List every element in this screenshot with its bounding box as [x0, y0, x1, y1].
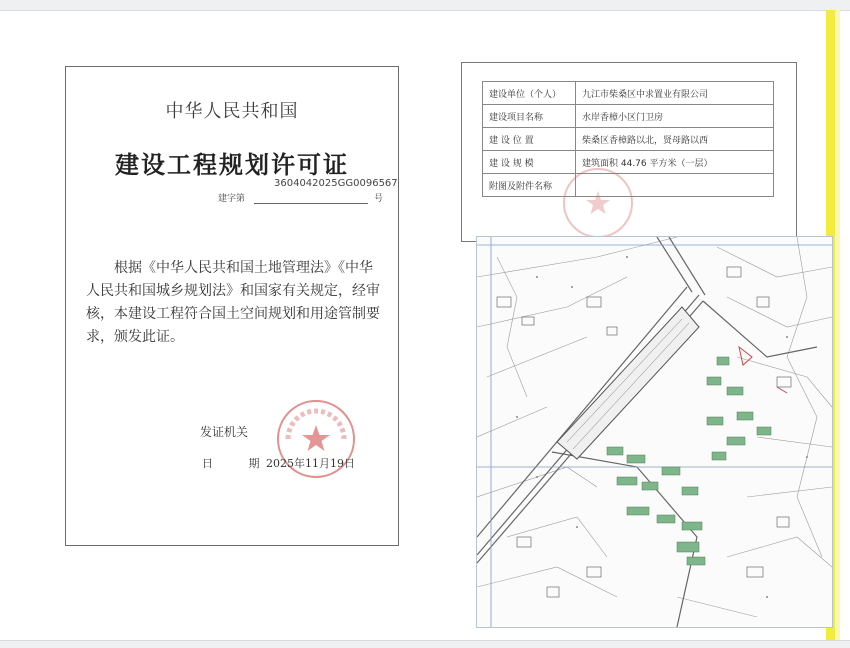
- certificate-title: 建设工程规划许可证: [115, 150, 349, 179]
- row-label: 附图及附件名称: [483, 174, 576, 197]
- table-row: [483, 128, 774, 151]
- certificate-body-text: 根据《中华人民共和国土地管理法》《中华人民共和国城乡规划法》和国家有关规定，经审核，本建设工程符合国土空间规划和用途管制要求，颁发此证。: [86, 260, 380, 345]
- top-bar: [0, 0, 850, 11]
- row-value: 水岸香樟小区门卫房: [576, 105, 774, 128]
- table-row: [483, 105, 774, 128]
- row-value: 建筑面积 44.76 平方米（一层）: [576, 151, 774, 174]
- site-plan-map: [476, 236, 833, 628]
- official-seal-stamp-faint: [558, 163, 638, 243]
- country-name: 中华人民共和国: [165, 101, 299, 122]
- row-value: 柴桑区香樟路以北，贤母路以西: [576, 128, 774, 151]
- page-edge-highlight-light: [836, 10, 840, 640]
- issuer-label: 发证机关: [200, 425, 249, 439]
- row-value: 九江市柴桑区中求置业有限公司: [576, 82, 774, 105]
- row-label: 建 设 规 模: [483, 151, 576, 174]
- date-label: 日 期: [202, 457, 276, 470]
- issue-date: 2025年11月19日: [266, 457, 355, 470]
- table-row: [483, 82, 774, 105]
- site-plan-drawing: [477, 237, 832, 627]
- certificate-number-suffix: 号: [374, 194, 384, 204]
- certificate-number: 3604042025GG0096567: [274, 178, 398, 189]
- row-label: 建设单位（个人）: [483, 82, 576, 105]
- row-label: 建设项目名称: [483, 105, 576, 128]
- number-underline: [254, 203, 368, 204]
- row-label: 建 设 位 置: [483, 128, 576, 151]
- permit-certificate: [65, 66, 399, 546]
- project-info-sheet: [461, 62, 797, 242]
- certificate-number-prefix: 建字第: [218, 194, 246, 204]
